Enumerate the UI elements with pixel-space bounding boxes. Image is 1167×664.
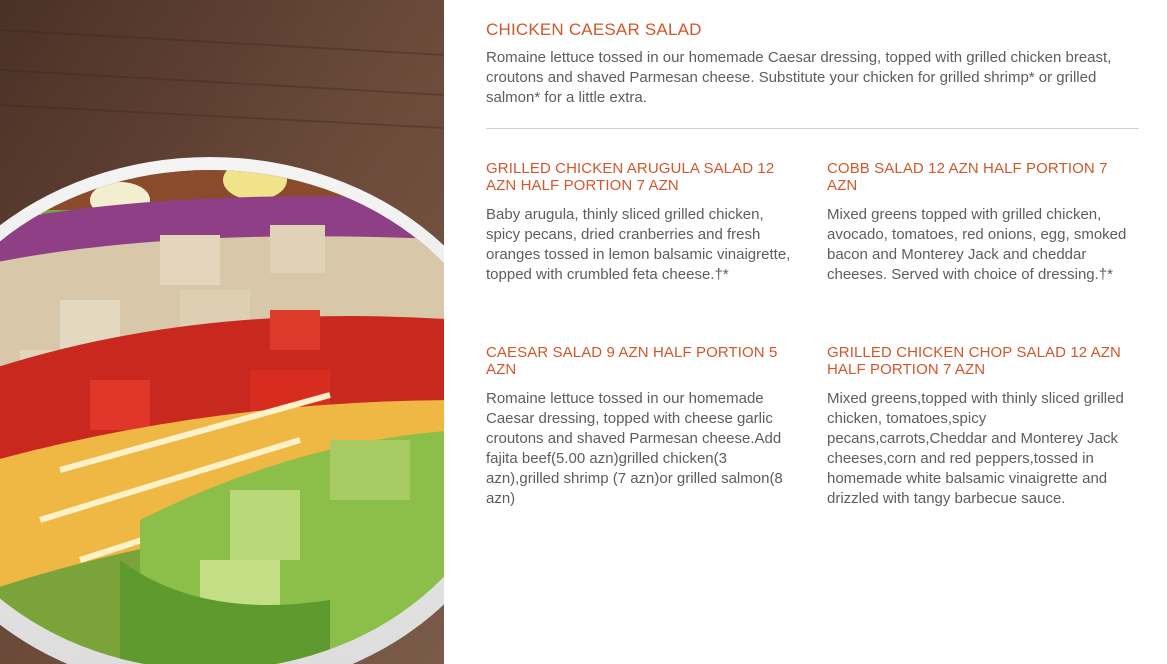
menu-item-title: COBB SALAD 12 AZN HALF PORTION 7 AZN — [827, 160, 1108, 194]
featured-salad-description: Romaine lettuce tossed in our homemade Caesar dressing, topped with grilled chicken breast, croutons and shaved Parmesan cheese. Substitute your chicken for grilled shrimp* or grilled salmon* for a little extra. — [486, 49, 1112, 106]
menu-item-title: GRILLED CHICKEN ARUGULA SALAD 12 AZN HALF PORTION 7 AZN — [486, 160, 775, 194]
menu-item-description: Romaine lettuce tossed in our homemade Caesar dressing, topped with cheese garlic croutons and shaved Parmesan cheese.Add fajita beef(5.00 azn)grilled chicken(3 azn),grilled shrimp (7 azn)or grilled salmon(8 azn) — [486, 390, 783, 507]
menu-item-description: Baby arugula, thinly sliced grilled chicken, spicy pecans, dried cranberries and fresh oranges tossed in lemon balsamic vinaigrette, topped with crumbled feta cheese.†* — [486, 206, 791, 283]
menu-item — [827, 160, 1141, 285]
menu-content — [486, 0, 1139, 664]
menu-item — [486, 160, 800, 285]
menu-item-title: GRILLED CHICKEN CHOP SALAD 12 AZN HALF PORTION 7 AZN — [827, 344, 1121, 378]
salad-photo — [0, 0, 444, 664]
menu-item — [827, 344, 1141, 509]
menu-item-title: CAESAR SALAD 9 AZN HALF PORTION 5 AZN — [486, 344, 778, 378]
menu-item-description: Mixed greens,topped with thinly sliced grilled chicken, tomatoes,spicy pecans,carrots,Cheddar and Monterey Jack cheeses,corn and red peppers,tossed in homemade white balsamic vinaigrette and drizzled with tangy barbecue sauce. — [827, 390, 1124, 507]
featured-salad-title: CHICKEN CAESAR SALAD — [486, 20, 702, 39]
section-divider — [486, 128, 1139, 129]
menu-item-description: Mixed greens topped with grilled chicken, avocado, tomatoes, red onions, egg, smoked bacon and Monterey Jack and cheddar cheeses. Served with choice of dressing.†* — [827, 206, 1127, 283]
menu-item — [486, 344, 800, 509]
